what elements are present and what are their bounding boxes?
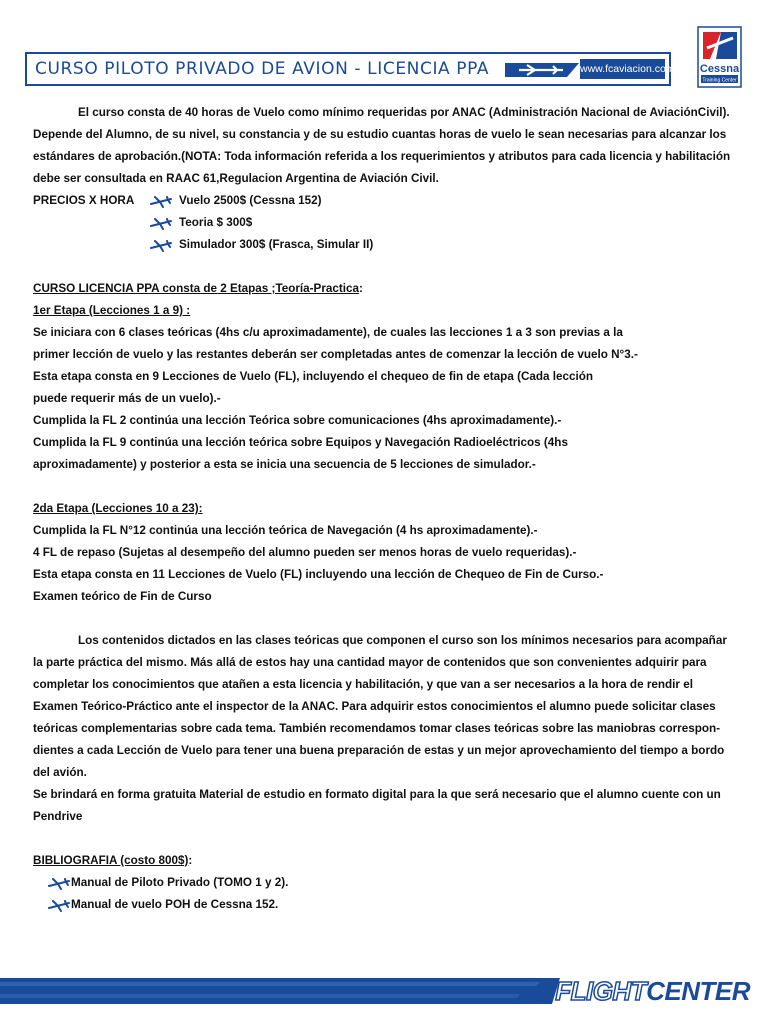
course-title: CURSO LICENCIA PPA consta de 2 Etapas ;Teoría-Practica (33, 282, 360, 295)
course-heading (33, 278, 733, 300)
logo-sub: Training Center (702, 77, 737, 84)
bibliography-title: BIBLIOGRAFIA (costo 800$) (33, 854, 189, 867)
main-content (33, 102, 733, 916)
bibliography-item (33, 872, 733, 894)
airplane-bullet-icon (149, 196, 173, 208)
bibliography-item (33, 894, 733, 916)
contents-line: dientes a cada Lección de Vuelo para tener una buena preparación de estas y un mejor aprovechamiento del tiempo a bordo (33, 744, 725, 757)
airplane-icon (505, 61, 581, 79)
price-row (33, 212, 733, 234)
contents-line: del avión. (33, 766, 87, 779)
intro-line: estándares de aprobación.(NOTA: Toda información referida a los requerimientos y atributos para cada licencia y habilitación (33, 150, 731, 163)
price-item: Vuelo 2500$ (Cessna 152) (179, 194, 322, 207)
intro-line: El curso consta de 40 horas de Vuelo como mínimo requeridas por ANAC (Administración Nacional de AviaciónCivil). (78, 106, 730, 119)
logo-brand: Cessna (699, 63, 740, 75)
contents-line: Examen Teórico-Práctico ante el inspector de la ANAC. Para adquirir estos conocimientos el alumno puede solicitar clases (33, 700, 716, 713)
contents-line: completar los conocimientos que atañen a esta licencia y habilitación, y que van a ser necesarios a la hora de rendir el (33, 678, 693, 691)
header-banner (25, 52, 687, 86)
bibliography-item-text: Manual de vuelo POH de Cessna 152. (71, 898, 279, 911)
airplane-bullet-icon (47, 878, 71, 890)
contents-line: la parte práctica del mismo. Más allá de estos hay una cantidad mayor de contenidos que son convenientes adquirir para (33, 656, 707, 669)
footer-brand-b: CENTER (646, 976, 750, 1006)
contents-line: Se brindará en forma gratuita Material de estudio en formato digital para la que será necesario que el alumno cuente con un (33, 788, 721, 801)
airplane-bullet-icon (149, 240, 173, 252)
airplane-bullet-icon (47, 900, 71, 912)
website-url[interactable]: www.fcaviacion.com.ar (580, 59, 665, 79)
stage1-title: 1er Etapa (Lecciones 1 a 9) : (33, 304, 191, 317)
bibliography-heading (33, 850, 733, 872)
stage2-line: Examen teórico de Fin de Curso (33, 590, 212, 603)
stage1-line: Esta etapa consta en 9 Lecciones de Vuelo (FL), incluyendo el chequeo de fin de etapa (Cada lección (33, 370, 594, 383)
bibliography-title-suffix: : (188, 854, 193, 867)
price-row (33, 190, 733, 212)
stage1-line: puede requerir más de un vuelo).- (33, 392, 221, 405)
stage2-line: Cumplida la FL N°12 continúa una lección teórica de Navegación (4 hs aproximadamente).- (33, 524, 538, 537)
intro-line: debe ser consultada en RAAC 61,Regulacion Argentina de Aviación Civil. (33, 172, 439, 185)
price-item: Simulador 300$ (Frasca, Simular II) (179, 238, 374, 251)
stage2-line: Esta etapa consta en 11 Lecciones de Vuelo (FL) incluyendo una lección de Chequeo de Fin de Curso.- (33, 568, 604, 581)
airplane-bullet-icon (149, 218, 173, 230)
bibliography-item-text: Manual de Piloto Privado (TOMO 1 y 2). (71, 876, 289, 889)
price-item: Teoria $ 300$ (179, 216, 253, 229)
stage2-title: 2da Etapa (Lecciones 10 a 23): (33, 502, 203, 515)
stage1-line: Cumplida la FL 2 continúa una lección Teórica sobre comunicaciones (4hs aproximadamente).- (33, 414, 562, 427)
price-row (33, 234, 733, 256)
contents-line: teóricas complementarias sobre cada tema. También recomendamos tomar clases teóricas sobre las maniobras correspon- (33, 722, 721, 735)
stage2-line: 4 FL de repaso (Sujetas al desempeño del alumno pueden ser menos horas de vuelo requeridas).- (33, 546, 577, 559)
flightcenter-logo (555, 976, 750, 1007)
footer-brand-a: FLIGHT (555, 976, 647, 1006)
prices-label: PRECIOS X HORA (33, 194, 135, 207)
footer-banner (0, 974, 768, 1010)
cessna-logo (697, 26, 742, 88)
intro-line: Depende del Alumno, de su nivel, su constancia y de su estudio cuantas horas de vuelo le sean necesarias para alcanzar los (33, 128, 727, 141)
contents-line: Pendrive (33, 810, 83, 823)
stage1-line: primer lección de vuelo y las restantes deberán ser completadas antes de comenzar la lección de vuelo N°3.- (33, 348, 638, 361)
stage1-line: Se iniciara con 6 clases teóricas (4hs c/u aproximadamente), de cuales las lecciones 1 a 3 son previas a la (33, 326, 623, 339)
stage1-line: aproximadamente) y posterior a esta se inicia una secuencia de 5 lecciones de simulador.- (33, 458, 536, 471)
stage1-line: Cumplida la FL 9 continúa una lección teórica sobre Equipos y Navegación Radioeléctricos (4hs (33, 436, 568, 449)
page-title: CURSO PILOTO PRIVADO DE AVION - LICENCIA PPA (35, 59, 490, 79)
contents-line: Los contenidos dictados en las clases teóricas que componen el curso son los mínimos necesarios para acompañar (78, 634, 727, 647)
course-title-suffix: : (359, 282, 363, 295)
